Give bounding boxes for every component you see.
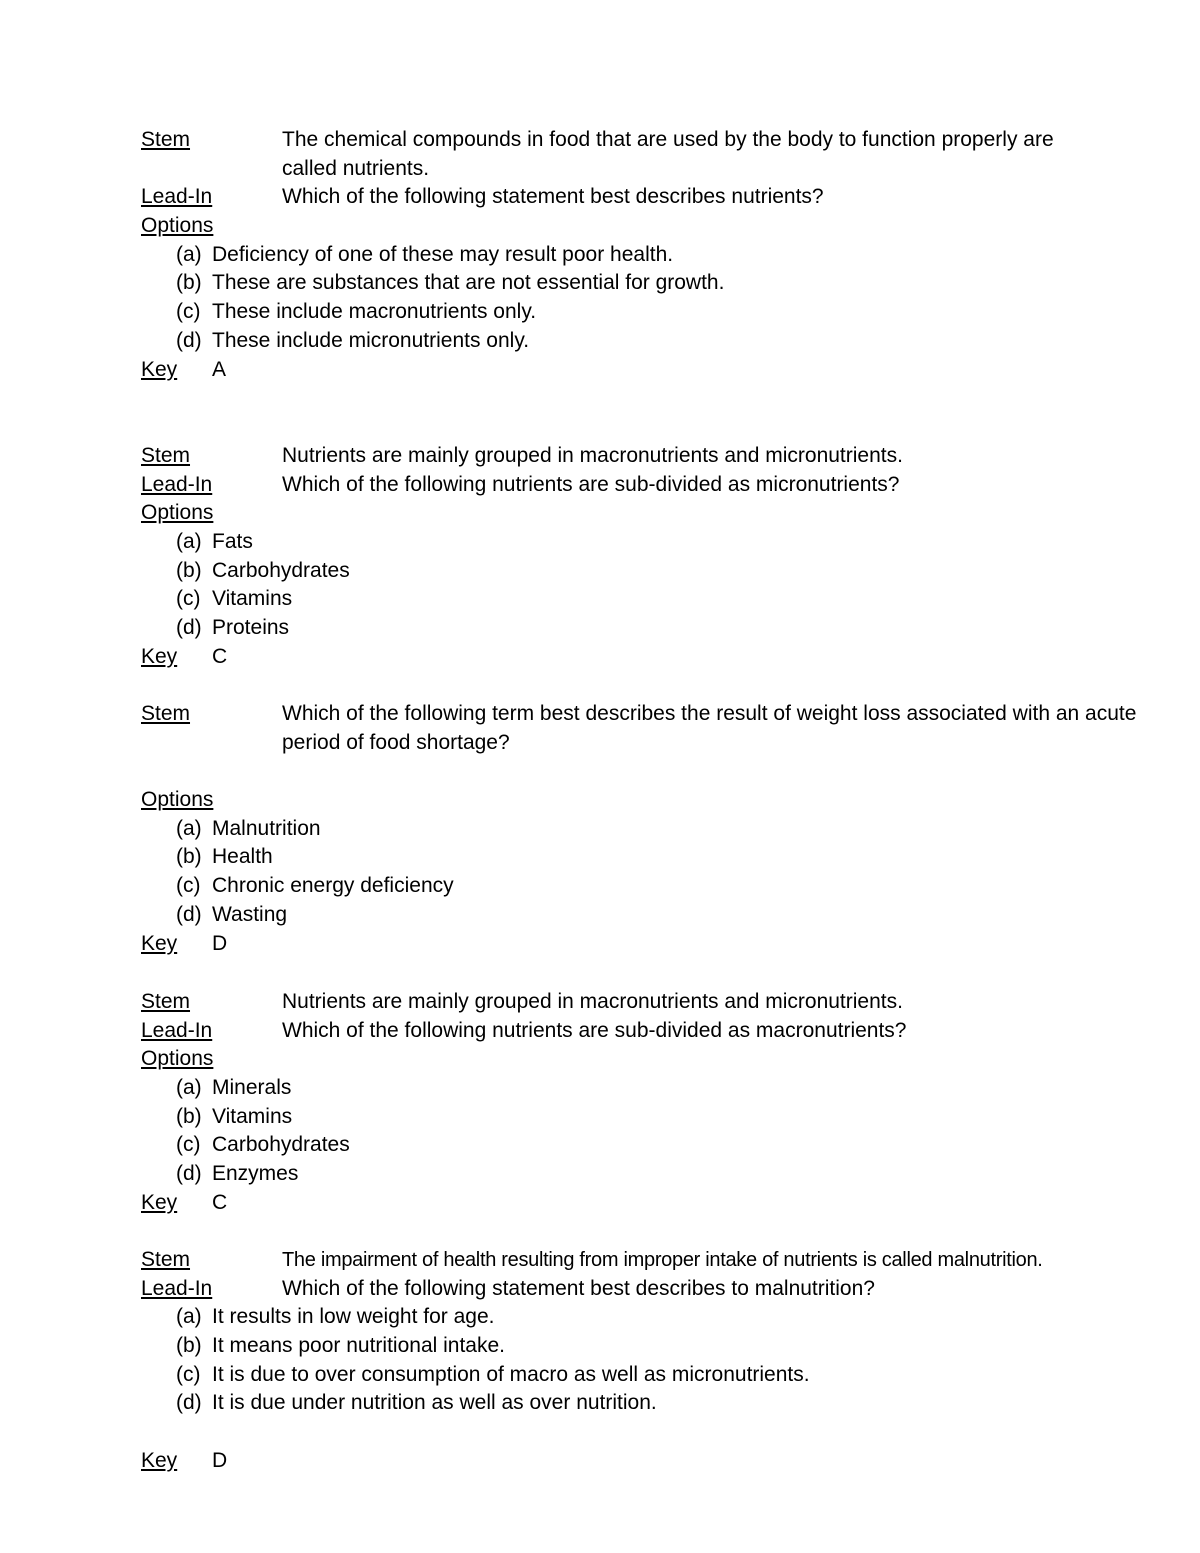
stem-label: Stem xyxy=(141,444,191,467)
question-4 xyxy=(141,988,1186,1218)
option-letter: (c) xyxy=(176,1133,201,1157)
option-letter: (d) xyxy=(176,1391,202,1415)
stem-label: Stem xyxy=(141,1248,191,1271)
option-text: Fats xyxy=(212,530,253,554)
option-letter: (a) xyxy=(176,1076,202,1100)
option-item xyxy=(141,557,1186,586)
options-label: Options xyxy=(141,501,214,525)
option-text: It means poor nutritional intake. xyxy=(212,1334,505,1358)
option-item xyxy=(141,1074,1186,1103)
lead-in-row xyxy=(141,1017,1186,1046)
option-item xyxy=(141,269,1186,298)
option-text: These include macronutrients only. xyxy=(212,300,537,324)
option-text: Wasting xyxy=(212,902,288,926)
option-text: Enzymes xyxy=(212,1162,299,1186)
option-item xyxy=(141,843,1186,872)
options-label: Options xyxy=(141,788,214,812)
key-answer: D xyxy=(212,931,228,955)
key-row xyxy=(141,1189,1186,1218)
option-item xyxy=(141,614,1186,643)
key-answer: C xyxy=(212,1190,228,1214)
question-1 xyxy=(141,126,1186,384)
options-label: Options xyxy=(141,1047,214,1071)
stem-row xyxy=(141,1246,1186,1275)
options-list xyxy=(141,815,1186,930)
option-letter: (b) xyxy=(176,558,202,582)
key-label: Key xyxy=(141,644,178,668)
key-row xyxy=(141,1447,1186,1476)
option-item xyxy=(141,1103,1186,1132)
options-row xyxy=(141,499,1186,528)
key-label: Key xyxy=(141,931,178,955)
option-letter: (a) xyxy=(176,242,202,266)
option-item xyxy=(141,815,1186,844)
stem-text: Nutrients are mainly grouped in macronutrients and micronutrients. xyxy=(282,990,903,1013)
lead-in-row xyxy=(141,1275,1186,1304)
option-text: Vitamins xyxy=(212,1104,293,1128)
option-item xyxy=(141,528,1186,557)
option-text: Minerals xyxy=(212,1076,292,1100)
stem-text: The impairment of health resulting from improper intake of nutrients is called malnutrition. xyxy=(282,1249,1043,1271)
stem-row xyxy=(141,442,1186,471)
option-item xyxy=(141,872,1186,901)
option-item xyxy=(141,1332,1186,1361)
option-letter: (b) xyxy=(176,1104,202,1128)
options-list xyxy=(141,1074,1186,1189)
option-letter: (d) xyxy=(176,616,202,640)
key-row xyxy=(141,643,1186,672)
key-label: Key xyxy=(141,1190,178,1214)
key-row xyxy=(141,930,1186,959)
option-item xyxy=(141,1389,1186,1418)
option-letter: (c) xyxy=(176,1362,201,1386)
option-item xyxy=(141,1131,1186,1160)
option-text: These include micronutrients only. xyxy=(212,328,530,352)
stem-text: Nutrients are mainly grouped in macronutrients and micronutrients. xyxy=(282,444,903,467)
option-letter: (d) xyxy=(176,902,202,926)
option-letter: (b) xyxy=(176,845,202,869)
stem-text: Which of the following term best describes the result of weight loss associated with an acute period of food shortage? xyxy=(282,702,1137,754)
option-letter: (a) xyxy=(176,816,202,840)
options-row xyxy=(141,786,1186,815)
question-5 xyxy=(141,1246,1186,1476)
key-row xyxy=(141,356,1186,385)
options-list xyxy=(141,1303,1186,1418)
option-letter: (d) xyxy=(176,1162,202,1186)
stem-label: Stem xyxy=(141,702,191,725)
key-answer: C xyxy=(212,644,228,668)
stem-label: Stem xyxy=(141,128,191,151)
stem-row xyxy=(141,700,1186,757)
key-label: Key xyxy=(141,357,178,381)
question-2 xyxy=(141,442,1186,672)
option-text: Deficiency of one of these may result poor health. xyxy=(212,242,674,266)
option-text: Carbohydrates xyxy=(212,1133,350,1157)
options-label: Options xyxy=(141,214,214,238)
option-letter: (c) xyxy=(176,300,201,324)
lead-in-label: Lead-In xyxy=(141,1018,213,1042)
option-item xyxy=(141,1361,1186,1390)
lead-in-row xyxy=(141,183,1186,212)
option-text: It is due to over consumption of macro as well as micronutrients. xyxy=(212,1362,810,1386)
option-item xyxy=(141,585,1186,614)
option-text: Malnutrition xyxy=(212,816,321,840)
option-item xyxy=(141,327,1186,356)
stem-text: The chemical compounds in food that are used by the body to function properly are called nutrients. xyxy=(282,128,1054,180)
option-letter: (c) xyxy=(176,874,201,898)
options-row xyxy=(141,212,1186,241)
lead-in-row xyxy=(141,471,1186,500)
lead-in-label: Lead-In xyxy=(141,472,213,496)
spacer xyxy=(141,757,1186,786)
option-letter: (a) xyxy=(176,530,202,554)
option-item xyxy=(141,1160,1186,1189)
option-text: These are substances that are not essential for growth. xyxy=(212,271,725,295)
option-text: Vitamins xyxy=(212,587,293,611)
option-text: It results in low weight for age. xyxy=(212,1305,495,1329)
option-text: Proteins xyxy=(212,616,290,640)
option-item xyxy=(141,298,1186,327)
stem-row xyxy=(141,126,1186,183)
option-text: Chronic energy deficiency xyxy=(212,874,454,898)
lead-in-text: Which of the following nutrients are sub-divided as macronutrients? xyxy=(282,1018,907,1042)
key-label: Key xyxy=(141,1448,178,1472)
option-letter: (a) xyxy=(176,1305,202,1329)
options-row xyxy=(141,1045,1186,1074)
lead-in-label: Lead-In xyxy=(141,185,213,209)
option-letter: (b) xyxy=(176,1334,202,1358)
lead-in-text: Which of the following statement best describes nutrients? xyxy=(282,185,824,209)
option-text: Carbohydrates xyxy=(212,558,350,582)
lead-in-text: Which of the following statement best describes to malnutrition? xyxy=(282,1276,875,1300)
key-answer: D xyxy=(212,1448,228,1472)
option-item xyxy=(141,901,1186,930)
options-list xyxy=(141,528,1186,643)
option-text: It is due under nutrition as well as over nutrition. xyxy=(212,1391,657,1415)
option-item xyxy=(141,241,1186,270)
option-letter: (d) xyxy=(176,328,202,352)
option-letter: (b) xyxy=(176,271,202,295)
stem-row xyxy=(141,988,1186,1017)
options-list xyxy=(141,241,1186,356)
lead-in-label: Lead-In xyxy=(141,1276,213,1300)
lead-in-text: Which of the following nutrients are sub-divided as micronutrients? xyxy=(282,472,900,496)
option-letter: (c) xyxy=(176,587,201,611)
question-3 xyxy=(141,700,1186,958)
key-answer: A xyxy=(212,357,227,381)
stem-label: Stem xyxy=(141,990,191,1013)
option-item xyxy=(141,1303,1186,1332)
option-text: Health xyxy=(212,845,273,869)
spacer xyxy=(141,1418,1186,1447)
